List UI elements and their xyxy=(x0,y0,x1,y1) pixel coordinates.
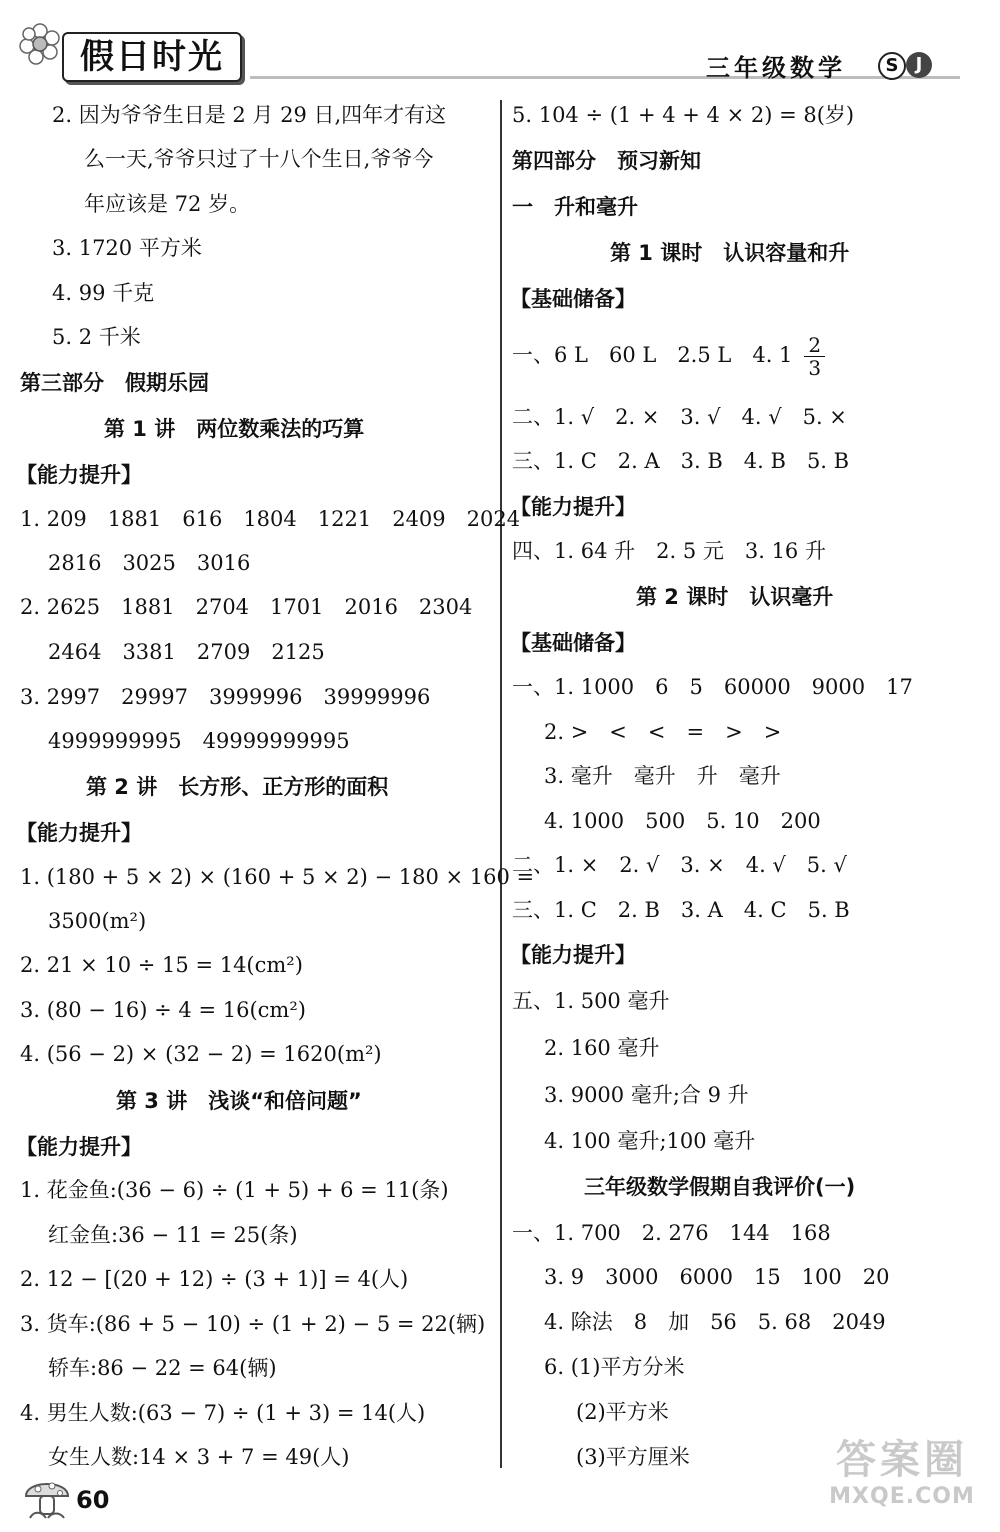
answer-line: 3500(m²) xyxy=(48,909,147,933)
grade-subject-label: 三年级数学 xyxy=(706,54,846,82)
lesson-heading: 第 2 讲 长方形、正方形的面积 xyxy=(86,775,389,799)
answer-line: 4. 男生人数:(63 − 7) ÷ (1 + 3) = 14(人) xyxy=(20,1401,426,1425)
subsection-label: 【能力提升】 xyxy=(16,463,142,487)
answer-line: 5. 104 ÷ (1 + 4 + 4 × 2) = 8(岁) xyxy=(512,103,855,127)
header-rule xyxy=(250,76,960,79)
watermark-logo: 答案圈 xyxy=(836,1437,968,1483)
answer-line: 4. 100 毫升;100 毫升 xyxy=(544,1129,756,1153)
answer-line: 2464 3381 2709 2125 xyxy=(48,640,325,664)
answer-line: 4999999995 49999999995 xyxy=(48,729,350,753)
answer-line: 年应该是 72 岁。 xyxy=(84,192,251,216)
column-divider xyxy=(500,100,502,1468)
answer-line: 2. > < < = > > xyxy=(544,720,782,744)
answer-line: 6. (1)平方分米 xyxy=(544,1355,685,1379)
watermark xyxy=(812,1436,992,1526)
lesson-heading: 第 1 课时 认识容量和升 xyxy=(610,241,850,265)
subsection-label: 【能力提升】 xyxy=(510,495,636,519)
lesson-heading: 第 1 讲 两位数乘法的巧算 xyxy=(104,417,365,441)
mushroom-icon xyxy=(22,1470,72,1522)
fraction-denominator: 3 xyxy=(808,356,822,380)
answer-line: 3. 1720 平方米 xyxy=(52,236,202,260)
page-number: 60 xyxy=(76,1486,110,1514)
answer-line: 1. (180 + 5 × 2) × (160 + 5 × 2) − 180 × 160 = xyxy=(20,865,535,889)
evaluation-heading: 三年级数学假期自我评价(一) xyxy=(584,1175,856,1199)
answer-line: 5. 2 千米 xyxy=(52,325,141,349)
answer-line: 五、1. 500 毫升 xyxy=(512,989,670,1013)
answer-line: 一、1. 1000 6 5 60000 9000 17 xyxy=(512,675,913,699)
answer-line: 4. (56 − 2) × (32 − 2) = 1620(m²) xyxy=(20,1042,382,1066)
edition-badge-j: J xyxy=(906,52,932,78)
section-heading: 第四部分 预习新知 xyxy=(512,149,701,173)
edition-badge-s: S xyxy=(878,52,906,80)
subsection-label: 【能力提升】 xyxy=(16,821,142,845)
answer-line: 2. 21 × 10 ÷ 15 = 14(cm²) xyxy=(20,953,303,977)
lesson-heading: 第 2 课时 认识毫升 xyxy=(636,585,834,609)
answer-line: 红金鱼:36 − 11 = 25(条) xyxy=(48,1223,298,1247)
watermark-url: MXQE.COM xyxy=(829,1484,975,1509)
answer-line: 三、1. C 2. A 3. B 4. B 5. B xyxy=(512,449,850,473)
subsection-label: 【能力提升】 xyxy=(510,943,636,967)
answer-line: 4. 99 千克 xyxy=(52,281,155,305)
answer-line: 3. 9 3000 6000 15 100 20 xyxy=(544,1265,890,1289)
answer-line: 1. 花金鱼:(36 − 6) ÷ (1 + 5) + 6 = 11(条) xyxy=(20,1178,449,1202)
answer-line: 2. 2625 1881 2704 1701 2016 2304 xyxy=(20,595,473,619)
answer-line: 四、1. 64 升 2. 5 元 3. 16 升 xyxy=(512,539,826,563)
answer-line: 4. 除法 8 加 56 5. 68 2049 xyxy=(544,1310,886,1334)
answer-line xyxy=(512,334,825,379)
answer-line: 轿车:86 − 22 = 64(辆) xyxy=(48,1356,277,1380)
answer-line: 三、1. C 2. B 3. A 4. C 5. B xyxy=(512,898,850,922)
answer-line: 二、1. √ 2. × 3. √ 4. √ 5. × xyxy=(512,405,847,429)
answer-line: 4. 1000 500 5. 10 200 xyxy=(544,809,821,833)
fraction xyxy=(804,334,825,379)
section-heading: 第三部分 假期乐园 xyxy=(20,371,209,395)
answer-line: 3. 货车:(86 + 5 − 10) ÷ (1 + 2) − 5 = 22(辆) xyxy=(20,1312,486,1336)
answer-line: 3. (80 − 16) ÷ 4 = 16(cm²) xyxy=(20,998,306,1022)
answer-line: 2. 12 − [(20 + 12) ÷ (3 + 1)] = 4(人) xyxy=(20,1267,409,1291)
subsection-label: 【能力提升】 xyxy=(16,1135,142,1159)
flower-icon xyxy=(18,22,62,66)
answer-line: 3. 9000 毫升;合 9 升 xyxy=(544,1083,749,1107)
book-title: 假日时光 xyxy=(62,32,242,82)
answer-line: 1. 209 1881 616 1804 1221 2409 2024 xyxy=(20,507,521,531)
answer-text: 一、6 L 60 L 2.5 L 4. 1 xyxy=(512,343,793,367)
subsection-label: 【基础储备】 xyxy=(510,287,636,311)
answer-line: 2. 160 毫升 xyxy=(544,1036,660,1060)
answer-line: 一、1. 700 2. 276 144 168 xyxy=(512,1221,831,1245)
answer-line: 女生人数:14 × 3 + 7 = 49(人) xyxy=(48,1445,350,1469)
lesson-heading: 第 3 讲 浅谈“和倍问题” xyxy=(116,1089,362,1113)
subsection-label: 【基础储备】 xyxy=(510,631,636,655)
unit-heading: 一 升和毫升 xyxy=(512,195,638,219)
page-header xyxy=(0,0,1000,92)
answer-line: (2)平方米 xyxy=(576,1400,669,1424)
answer-line: 二、1. × 2. √ 3. × 4. √ 5. √ xyxy=(512,853,847,877)
fraction-numerator: 2 xyxy=(804,334,825,357)
answer-line: (3)平方厘米 xyxy=(576,1445,690,1469)
answer-line: 2816 3025 3016 xyxy=(48,551,251,575)
answer-line: 3. 2997 29997 3999996 39999996 xyxy=(20,685,431,709)
answer-line: 3. 毫升 毫升 升 毫升 xyxy=(544,764,781,788)
answer-line: 2. 因为爷爷生日是 2 月 29 日,四年才有这 xyxy=(52,103,447,127)
answer-line: 么一天,爷爷只过了十八个生日,爷爷今 xyxy=(84,147,434,171)
